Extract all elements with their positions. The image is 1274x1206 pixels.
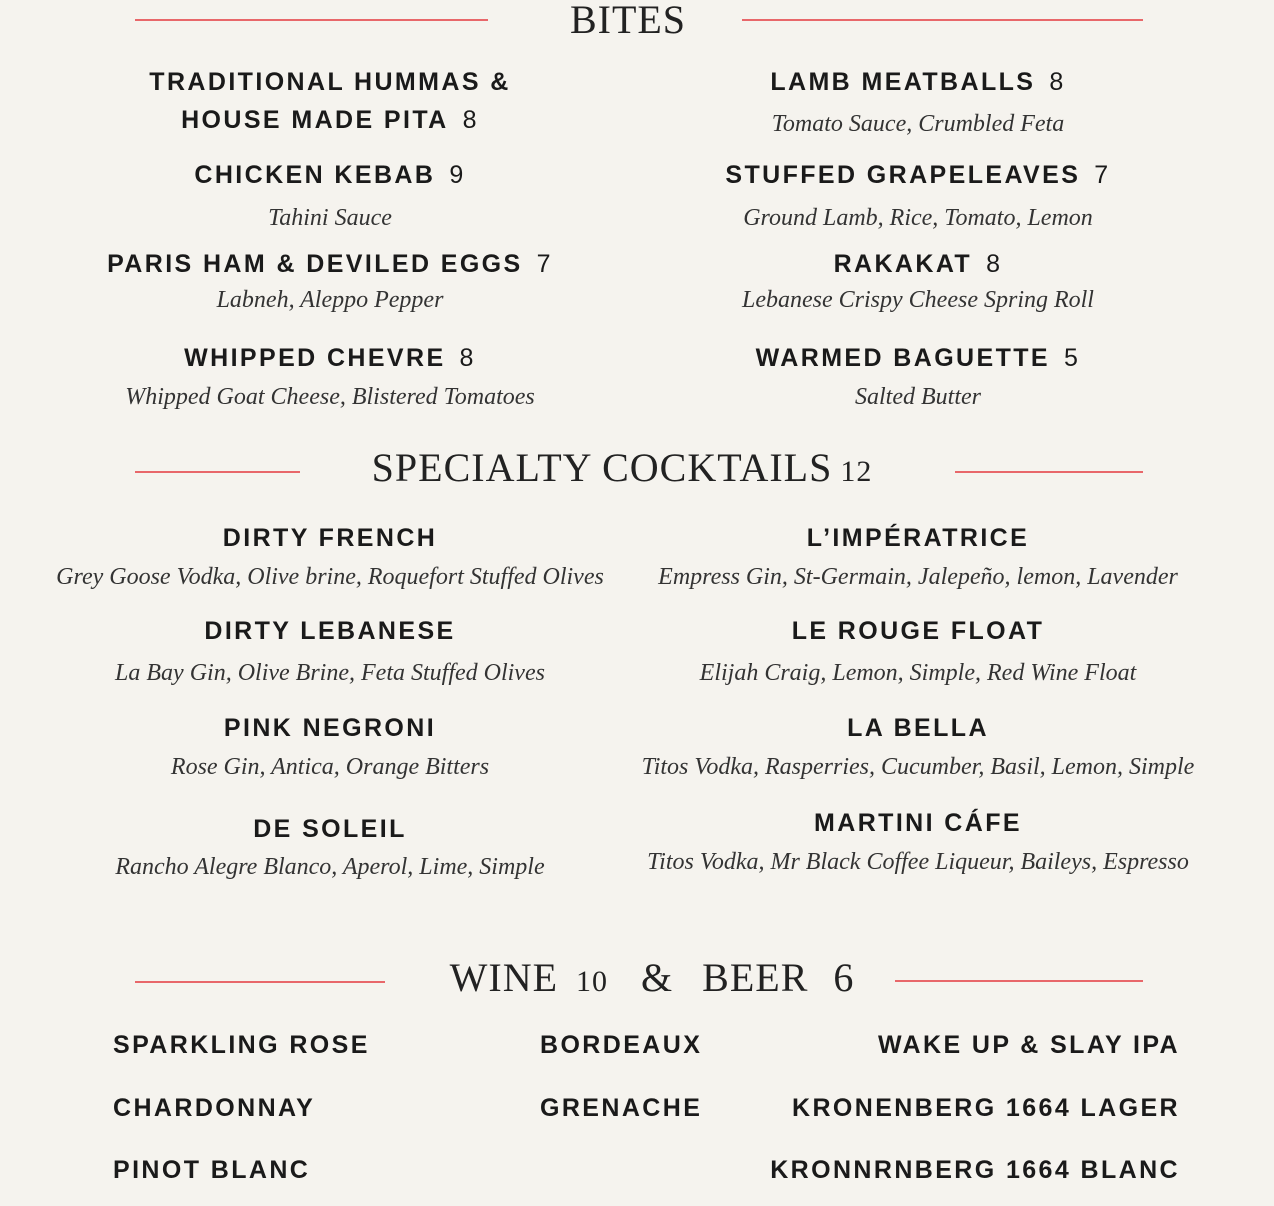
item-name: WHIPPED CHEVRE: [184, 344, 446, 372]
item-name: LAMB MEATBALLS: [770, 68, 1036, 96]
menu-item-desc: Salted Butter: [855, 384, 981, 410]
menu-item-desc: Whipped Goat Cheese, Blistered Tomatoes: [125, 384, 535, 410]
item-price: 8: [462, 106, 479, 134]
item-price: 8: [459, 344, 476, 372]
item-name: HOUSE MADE PITA: [181, 106, 449, 134]
section-price: 12: [840, 455, 873, 488]
menu-item-desc: Labneh, Aleppo Pepper: [216, 287, 444, 313]
menu-item-desc: Tomato Sauce, Crumbled Feta: [771, 111, 1065, 137]
wine-item: PINOT BLANC: [113, 1156, 311, 1184]
item-name: STUFFED GRAPELEAVES: [725, 161, 1081, 189]
menu-item-name: TRADITIONAL HUMMAS &: [149, 68, 511, 96]
wine-item: CHARDONNAY: [113, 1094, 316, 1122]
divider-line: [135, 981, 385, 983]
beer-item: KRONNRNBERG 1664 BLANC: [770, 1156, 1180, 1184]
title-text: SPECIALTY COCKTAILS: [371, 445, 833, 490]
cocktail-name: PINK NEGRONI: [223, 714, 437, 742]
wine-title: WINE: [449, 955, 559, 1000]
ampersand: &: [641, 955, 674, 1000]
wine-item: GRENACHE: [540, 1094, 703, 1122]
cocktail-name: L’IMPÉRATRICE: [806, 524, 1030, 552]
section-title-wine-beer: [450, 956, 855, 1004]
cocktail-name: LA BELLA: [847, 714, 989, 742]
menu-item-name: [10, 155, 650, 195]
item-name: PARIS HAM & DEVILED EGGS: [107, 250, 523, 278]
menu-item-name: [10, 244, 650, 284]
cocktail-desc: Grey Goose Vodka, Olive brine, Roquefort Stuffed Olives: [56, 564, 604, 590]
cocktail-desc: Rancho Alegre Blanco, Aperol, Lime, Simple: [115, 854, 545, 880]
item-price: 8: [1049, 68, 1066, 96]
divider-line: [742, 19, 1143, 21]
wine-price: 10: [576, 965, 609, 998]
menu-item-name: [598, 338, 1238, 378]
cocktail-name: DE SOLEIL: [253, 815, 407, 843]
beer-item: KRONENBERG 1664 LAGER: [792, 1094, 1180, 1122]
divider-line: [955, 471, 1143, 473]
cocktail-desc: Titos Vodka, Mr Black Coffee Liqueur, Baileys, Espresso: [647, 849, 1189, 875]
beer-title: BEER: [702, 955, 809, 1000]
item-price: 7: [536, 250, 553, 278]
section-title-cocktails: [372, 446, 873, 494]
item-name: RAKAKAT: [833, 250, 973, 278]
beer-price: 6: [833, 955, 855, 1000]
cocktail-desc: Elijah Craig, Lemon, Simple, Red Wine Float: [699, 660, 1137, 686]
menu-item-name: [598, 155, 1238, 195]
item-name: CHICKEN KEBAB: [194, 161, 436, 189]
menu-item-name: [598, 62, 1238, 102]
menu-item-name: [10, 338, 650, 378]
cocktail-name: DIRTY FRENCH: [222, 524, 438, 552]
cocktail-name: DIRTY LEBANESE: [204, 617, 456, 645]
menu-item-name: [10, 100, 650, 140]
cocktail-desc: Rose Gin, Antica, Orange Bitters: [170, 754, 490, 780]
wine-item: SPARKLING ROSE: [113, 1031, 370, 1059]
item-name: WARMED BAGUETTE: [755, 344, 1050, 372]
divider-line: [135, 19, 488, 21]
section-title-bites: BITES: [569, 0, 687, 42]
wine-item: BORDEAUX: [540, 1031, 703, 1059]
beer-item: WAKE UP & SLAY IPA: [877, 1031, 1180, 1059]
cocktail-name: MARTINI CÁFE: [814, 809, 1022, 837]
divider-line: [135, 471, 300, 473]
menu-item-desc: Ground Lamb, Rice, Tomato, Lemon: [743, 205, 1093, 231]
menu-item-desc: Tahini Sauce: [268, 205, 392, 231]
divider-line: [895, 980, 1143, 982]
menu-item-desc: Lebanese Crispy Cheese Spring Roll: [742, 287, 1094, 313]
cocktail-name: LE ROUGE FLOAT: [791, 617, 1045, 645]
item-price: 5: [1064, 344, 1081, 372]
menu-item-name: [598, 244, 1238, 284]
cocktail-desc: La Bay Gin, Olive Brine, Feta Stuffed Olives: [115, 660, 545, 686]
item-price: 7: [1094, 161, 1111, 189]
item-price: 9: [449, 161, 466, 189]
item-price: 8: [986, 250, 1003, 278]
cocktail-desc: Empress Gin, St-Germain, Jalepeño, lemon, Lavender: [658, 564, 1178, 590]
cocktail-desc: Titos Vodka, Rasperries, Cucumber, Basil, Lemon, Simple: [641, 754, 1195, 780]
